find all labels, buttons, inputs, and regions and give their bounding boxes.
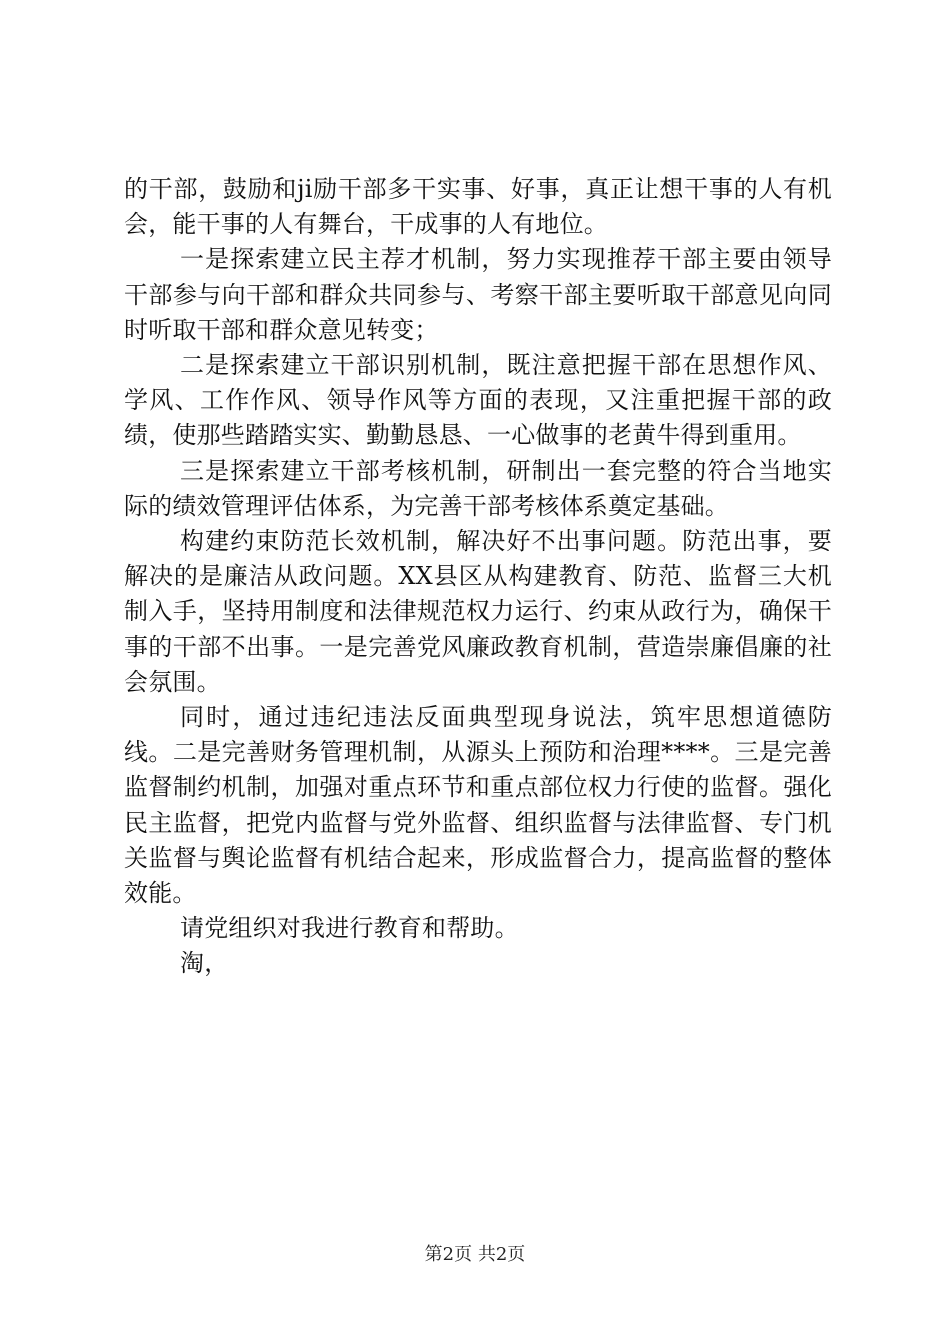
page-footer: 第2页 共2页 <box>424 1244 526 1265</box>
paragraph-recommendation-mechanism: 一是探索建立民主荐才机制，努力实现推荐干部主要由领导干部参与向干部和群众共同参与、考察干部主要听取干部意见向同时听取干部和群众意见转变； <box>124 245 832 344</box>
paragraph-identification-mechanism: 二是探索建立干部识别机制，既注意把握干部在思想作风、学风、工作作风、领导作风等方面的表现，又注重把握干部的政绩，使那些踏踏实实、勤勤恳恳、一心做事的老黄牛得到重用。 <box>124 351 832 450</box>
paragraph-constraint-mechanism: 构建约束防范长效机制，解决好不出事问题。防范出事，要解决的是廉洁从政问题。XX县区从构建教育、防范、监督三大机制入手，坚持用制度和法律规范权力运行、约束从政行为，确保干事的干部不出事。一是完善党风廉政教育机制，营造崇廉倡廉的社会氛围。 <box>124 527 832 696</box>
paragraph-supervision-mechanism: 同时，通过违纪违法反面典型现身说法，筑牢思想道德防线。二是完善财务管理机制，从源头上预防和治理****。三是完善监督制约机制，加强对重点环节和重点部位权力行使的监督。强化民主监督，把党内监督与党外监督、组织监督与法律监督、专门机关监督与舆论监督有机结合起来，形成监督合力，提高监督的整体效能。 <box>124 703 832 908</box>
document-body <box>124 172 832 982</box>
paragraph-assessment-mechanism: 三是探索建立干部考核机制，研制出一套完整的符合当地实际的绩效管理评估体系，为完善干部考核体系奠定基础。 <box>124 456 832 520</box>
paragraph-closing: 淘， <box>180 949 229 978</box>
paragraph-request: 请党组织对我进行教育和帮助。 <box>180 914 519 943</box>
paragraph-continuation: 的干部，鼓励和ji励干部多干实事、好事，真正让想干事的人有机会，能干事的人有舞台，干成事的人有地位。 <box>124 175 832 239</box>
